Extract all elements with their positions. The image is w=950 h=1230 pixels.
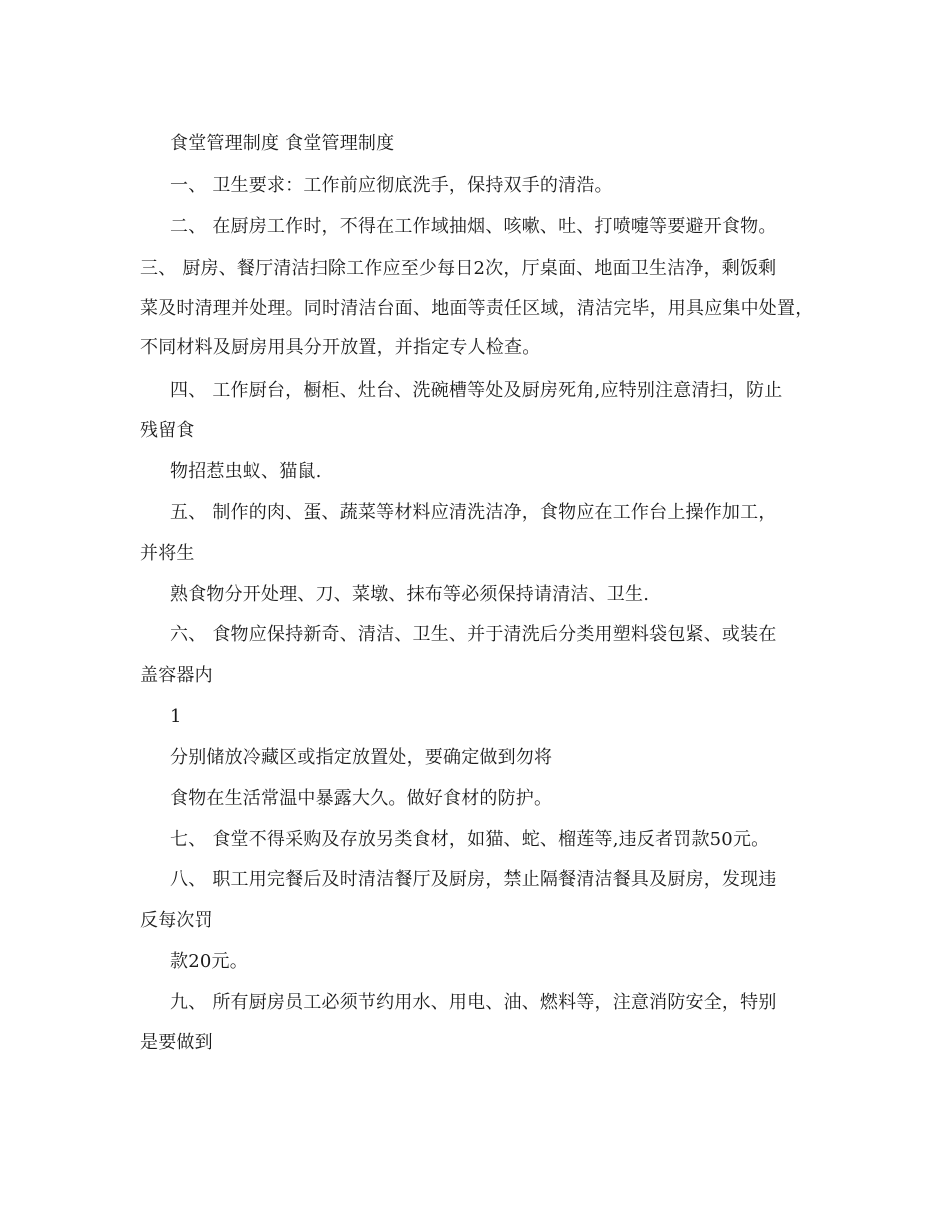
paragraph-line: 食物在生活常温中暴露大久。做好食材的防护。 [170, 788, 553, 809]
paragraph-line: 五、 制作的肉、蛋、蔬菜等材料应清洗洁净，食物应在工作台上操作加工， [170, 502, 777, 523]
paragraph-line: 反每次罚 [140, 910, 213, 931]
paragraph-line: 是要做到 [140, 1032, 213, 1053]
paragraph-line: 菜及时清理并处理。同时清洁台面、地面等责任区域，清洁完毕，用具应集中处置， [140, 298, 814, 319]
paragraph-line: 并将生 [140, 543, 195, 564]
paragraph-line: 三、 厨房、餐厅清洁扫除工作应至少每日2次，厅桌面、地面卫生洁净，剩饭剩 [140, 258, 777, 279]
paragraph-line: 款20元。 [170, 951, 248, 972]
paragraph-line: 四、 工作厨台，橱柜、灶台、洗碗槽等处及厨房死角,应特别注意清扫，防止 [170, 380, 783, 401]
paragraph-line: 盖容器内 [140, 665, 213, 686]
page-number: 1 [170, 706, 182, 727]
paragraph-line: 八、 职工用完餐后及时清洁餐厅及厨房，禁止隔餐清洁餐具及厨房，发现违 [170, 869, 777, 890]
paragraph-line: 残留食 [140, 420, 195, 441]
paragraph-line: 九、 所有厨房员工必须节约用水、用电、油、燃料等，注意消防安全，特别 [170, 992, 777, 1013]
paragraph-line: 二、 在厨房工作时，不得在工作域抽烟、咳嗽、吐、打喷嚏等要避开食物。 [170, 216, 777, 237]
paragraph-line: 一、 卫生要求：工作前应彻底洗手，保持双手的清浩。 [170, 175, 613, 196]
document-title: 食堂管理制度 食堂管理制度 [170, 133, 395, 154]
paragraph-line: 熟食物分开处理、刀、菜墩、抹布等必须保持请清洁、卫生. [170, 584, 650, 605]
paragraph-line: 七、 食堂不得采购及存放另类食材，如猫、蛇、榴莲等,违反者罚款50元。 [170, 829, 770, 850]
paragraph-line: 物招惹虫蚁、猫鼠. [170, 461, 322, 482]
paragraph-line: 六、 食物应保持新奇、清洁、卫生、并于清洗后分类用塑料袋包紧、或装在 [170, 624, 777, 645]
paragraph-line: 分别储放冷藏区或指定放置处，要确定做到勿将 [170, 747, 553, 768]
paragraph-line: 不同材料及厨房用具分开放置，并指定专人检查。 [140, 337, 541, 358]
